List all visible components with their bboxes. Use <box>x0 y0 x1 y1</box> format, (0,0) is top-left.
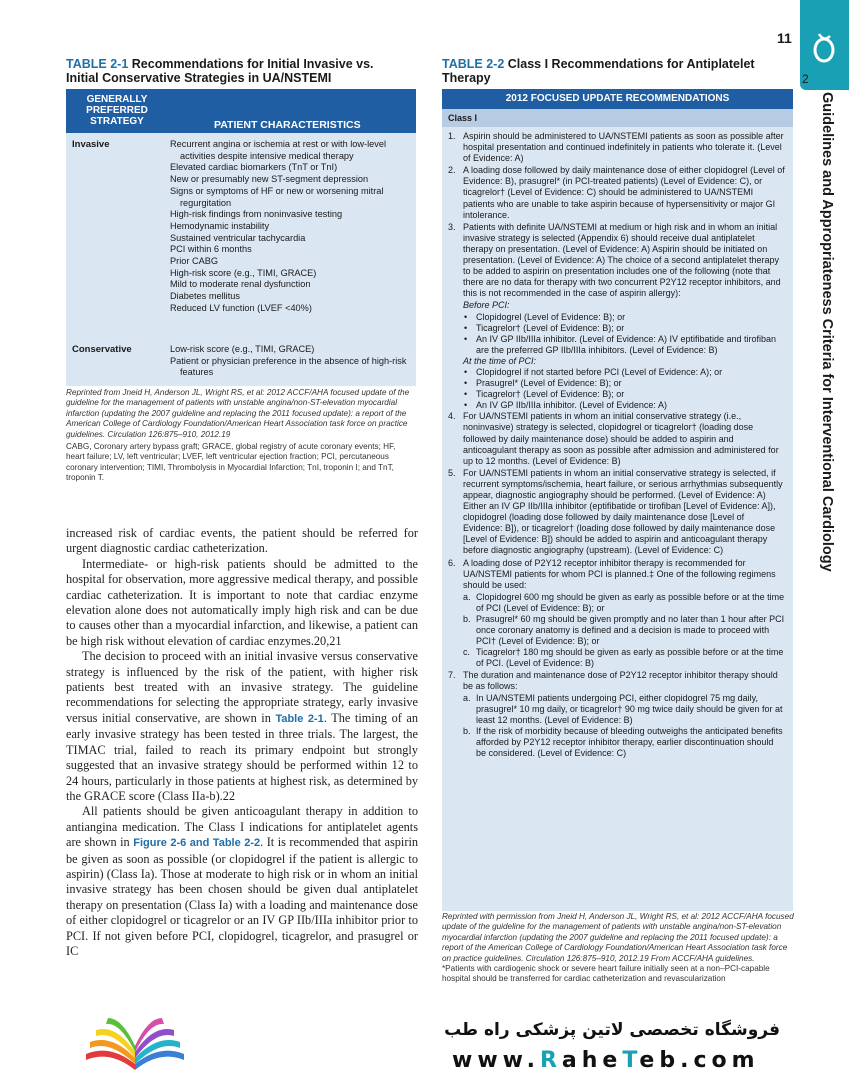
table1-item: New or presumably new ST-segment depression <box>170 174 369 185</box>
running-head: Guidelines and Appropriateness Criteria for Interventional Cardiology <box>819 92 835 572</box>
sub-item: a. In UA/NSTEMI patients undergoing PCI, either clopidogrel 75 mg daily, prasugrel* 10 mg daily, or ticagrelor† 90 mg twice daily should be given for at least 12 months. (Level of Evidence: B) <box>463 692 783 725</box>
sub-item-text: In UA/NSTEMI patients undergoing PCI, either clopidogrel 75 mg daily, prasugrel* 10 mg daily, or ticagrelor† 90 mg twice daily should be given for at least 12 months. (Level of Evidence: B) <box>476 692 783 725</box>
table1 <box>66 89 416 386</box>
sub-item-text: Clopidogrel 600 mg should be given as early as possible before or at the time of PCI (Level of Evidence: B); or <box>476 591 785 613</box>
bullet-text: Clopidogrel if not started before PCI (Level of Evidence: A); or <box>476 366 723 377</box>
bullet-text: Ticagrelor† (Level of Evidence: B); or <box>476 322 625 333</box>
table1-item: Low-risk score (e.g., TIMI, GRACE) <box>170 344 315 354</box>
body-text-run: and <box>186 837 213 850</box>
before-pci-label: Before PCI: <box>463 300 510 311</box>
table1-item: High-risk findings from noninvasive testing <box>170 209 343 220</box>
bullet-item: • Ticagrelor† (Level of Evidence: B); or <box>464 322 625 333</box>
table1-item: Mild to moderate renal dysfunction <box>170 279 311 290</box>
table2-title-line2: Therapy <box>442 71 491 85</box>
recommendation-text: For UA/NSTEMI patients in whom an initial conservative strategy (i.e., noninvasive) strategy is selected, clopidogrel or ticagrelor† (loading dose followed by daily maintenance dose) should be added to aspirin and anticoagulant therapy as soon as possible after admission and administered for up to 12 months. (Level of Evidence: B) <box>463 411 779 466</box>
body-text-run: . It is recommended that aspirin be given as soon as possible (or clopidogrel if the patient is allergic to aspirin) (Class Ia). Those at moderate to high risk or in whom an initial invasive strategy has been chosen should be given dual antiplatelet therapy on presentation (Class Ia) with a loading and maintenance dose of either clopidogrel or ticagrelor or an IV GP IIb/IIIa inhibitor prior to PCI. If not given before PCI, clopidogrel, ticagrelor, and prasugrel or IC <box>66 835 419 958</box>
bullet-item: • Prasugrel* (Level of Evidence: B); or <box>464 378 622 389</box>
table1-title <box>66 57 426 85</box>
book-logo-icon <box>80 1010 190 1076</box>
body-text-run: . The timing of an early invasive strategy has been tested in three trials. The largest, the TIMAC trial, failed to reach its primary endpoint but strongly suggested that an invasive strategy should be performed within 12 to 24 hours, particularly in those patients at highest risk, as determined by the GRACE score (Class IIa-b).22 <box>66 710 419 803</box>
table1-header <box>66 89 416 133</box>
body-text-run: All patients should be given anticoagulant therapy in addition to antiangina medication. The Class I indications for antiplatelet agents are shown in <box>66 804 418 850</box>
recommendation-item: 2. A loading dose followed by daily maintenance dose of either clopidogrel (Level of Evidence: B), prasugrel* (in PCI-treated patients) (Level of Evidence: C), or ticagrelor† (Level of Evidence: C) should be administered to UA/NSTEMI patients who are unable to take aspirin because of hypersensitivity or major GI intolerance. <box>448 165 785 220</box>
bullet-item: • Clopidogrel (Level of Evidence: B); or <box>464 311 626 322</box>
bullet-item: • Clopidogrel if not started before PCI (Level of Evidence: A); or <box>464 366 723 377</box>
bullet-text: Ticagrelor† (Level of Evidence: B); or <box>476 389 625 400</box>
table1-title-line2: Initial Conservative Strategies in UA/NSTEMI <box>66 71 332 85</box>
url-part: www. <box>452 1048 540 1073</box>
table1-abbreviations: CABG, Coronary artery bypass graft; GRACE, global registry of acute coronary events; HF, heart failure; LV, left ventricular; LVEF, left ventricular ejection fraction; PCI, percutaneous coronary intervention; TIMI, Thrombolysis in Myocardial Infarction; TnI, troponin I; and TnT, troponin T. <box>66 442 396 483</box>
table1-item: Prior CABG <box>170 256 218 267</box>
recommendation-item: 4. For UA/NSTEMI patients in whom an initial conservative strategy (i.e., noninvasive) strategy is selected, clopidogrel or ticagrelor† (loading dose followed by daily maintenance dose) should be added to aspirin and anticoagulant therapy as soon as possible after admission and administered for up to 12 months. (Level of Evidence: B) <box>448 411 779 466</box>
bullet-item: • An IV GP IIb/IIIa inhibitor. (Level of Evidence: A) IV eptifibatide and tirofiban are the preferred GP IIb/IIIa inhibitors. (Level of Evidence: B) <box>464 333 777 355</box>
table1-row-items <box>170 139 410 315</box>
bullet-text: Clopidogrel (Level of Evidence: B); or <box>476 311 626 322</box>
recommendation-text: Patients with definite UA/NSTEMI at medium or high risk and in whom an initial invasive strategy is selected (Appendix 6) should receive dual antiplatelet therapy on presentation. (Level of Evidence: A) Aspirin should be initiated on presentation. (Level of Evidence: A) The choice of a second antiplatelet therapy to be added to aspirin on presentation includes one of the following (note that there are no data for therapy with two concurrent P2Y12 receptor inhibitors, and this is not recommended in the case of aspirin allergy): <box>463 221 781 299</box>
footer-banner <box>0 1004 849 1080</box>
table1-item: Diabetes mellitus <box>170 291 240 302</box>
body-text <box>66 526 418 959</box>
sub-item: a. Clopidogrel 600 mg should be given as early as possible before or at the time of PCI (Level of Evidence: B); or <box>463 591 785 613</box>
table2-header: 2012 FOCUSED UPDATE RECOMMENDATIONS <box>442 89 793 109</box>
table1-item: High-risk score (e.g., TIMI, GRACE) <box>170 267 317 278</box>
sub-item: b. If the risk of morbidity because of bleeding outweighs the anticipated benefits afforded by P2Y12 receptor inhibitor therapy, earlier discontinuation should be considered. (Level of Evidence: C) <box>463 725 783 759</box>
table2-class-row: Class I <box>442 109 793 127</box>
url-part: R <box>539 1048 562 1073</box>
url-part: ahe <box>561 1048 623 1073</box>
table1-col1-header: GENERALLY PREFERRED STRATEGY <box>86 94 148 127</box>
sub-item-text: Prasugrel* 60 mg should be given promptly and no later than 1 hour after PCI once coronary anatomy is defined and a decision is made to proceed with PCI† (Level of Evidence: B); or <box>476 614 785 647</box>
table2-source-note <box>442 912 794 985</box>
table2-number: TABLE 2-2 <box>442 57 505 71</box>
chapter-number: 2 <box>802 72 809 86</box>
chapter-logo-icon <box>810 30 838 64</box>
table1-title-line1: Recommendations for Initial Invasive vs. <box>131 57 374 71</box>
recommendation-text: Aspirin should be administered to UA/NSTEMI patients as soon as possible after hospital presentation and continued indefinitely in patients who tolerate it. (Level of Evidence: A) <box>463 131 784 164</box>
store-url[interactable] <box>452 1048 760 1073</box>
store-name: فروشگاه تخصصی لاتین پزشکی راه طب <box>444 1020 780 1040</box>
recommendation-item: 3. Patients with definite UA/NSTEMI at medium or high risk and in whom an initial invasive strategy is selected (Appendix 6) should receive dual antiplatelet therapy on presentation. (Level of Evidence: A) Aspirin should be initiated on presentation. (Level of Evidence: A) The choice of a second antiplatelet therapy to be added to aspirin on presentation includes one of the following (note that there are no data for therapy with two concurrent P2Y12 receptor inhibitors, and this is not recommended in the case of aspirin allergy): <box>448 221 781 299</box>
table1-col2-header: PATIENT CHARACTERISTICS <box>214 119 361 131</box>
table1-item: Patient or physician preference in the absence of high-risk features <box>170 355 407 378</box>
at-time-pci-label: At the time of PCI: <box>463 355 537 366</box>
table2-footnote: *Patients with cardiogenic shock or severe heart failure initially seen at a non–PCI-capable hospital should be transferred for cardiac catheterization and revascularization <box>442 964 770 984</box>
recommendation-item: 1. Aspirin should be administered to UA/NSTEMI patients as soon as possible after hospital presentation and continued indefinitely in patients who tolerate it. (Level of Evidence: A) <box>448 131 784 164</box>
body-paragraph <box>66 804 418 959</box>
table-2-2-link[interactable]: Table 2-2 <box>212 837 261 850</box>
table2-title <box>442 57 802 85</box>
table1-item: Hemodynamic instability <box>170 220 270 231</box>
table1-source: Reprinted from Jneid H, Anderson JL, Wright RS, et al: 2012 ACCF/AHA focused update of the guideline for the management of patients with unstable angina/non-ST-elevation myocardial infarction (updating the 2007 guideline and replacing the 2011 focused update): a report of the American College of Cardiology Foundation/American Heart Association task force on practice guidelines. Circulation 126:875–910, 2012.19 <box>66 388 410 439</box>
body-text-run: The decision to proceed with an initial invasive versus conservative strategy is influenced by the risk of the patient, with higher risk patients best treated with an invasive strategy. The guideline recommendations for selecting the appropriate strategy, early invasive versus initial conservative, are shown in <box>66 649 418 725</box>
recommendation-text: A loading dose of P2Y12 receptor inhibitor therapy is recommended for UA/NSTEMI patients for whom PCI is planned.‡ One of the following regimens should be used: <box>463 557 776 590</box>
bullet-item: • Ticagrelor† (Level of Evidence: B); or <box>464 389 625 400</box>
sub-item-text: If the risk of morbidity because of bleeding outweighs the anticipated benefits afforded by P2Y12 receptor inhibitor therapy, earlier discontinuation should be considered. (Level of Evidence: C) <box>476 725 783 759</box>
page-fade <box>0 992 849 1004</box>
sub-item-text: Ticagrelor† 180 mg should be given as early as possible before or at the time of PCI. (Level of Evidence: B) <box>476 647 784 669</box>
body-paragraph <box>66 649 418 804</box>
table1-number: TABLE 2-1 <box>66 57 129 71</box>
recommendation-item: 6. A loading dose of P2Y12 receptor inhibitor therapy is recommended for UA/NSTEMI patients for whom PCI is planned.‡ One of the following regimens should be used: <box>448 557 776 590</box>
bullet-text: An IV GP IIb/IIIa inhibitor. (Level of Evidence: A) IV eptifibatide and tirofiban are the preferred GP IIb/IIIa inhibitors. (Level of Evidence: B) <box>476 333 777 355</box>
page-number: 11 <box>777 30 792 46</box>
table1-row-label: Conservative <box>72 344 132 355</box>
table1-item: Signs or symptoms of HF or new or worsening mitral regurgitation <box>170 185 384 208</box>
figure-2-6-link[interactable]: Figure 2-6 <box>133 837 187 850</box>
recommendation-item: 5. For UA/NSTEMI patients in whom an initial conservative strategy is selected, if recurrent symptoms/ischemia, heart failure, or serious arrhythmias subsequently appear, diagnostic angiography should be performed. (Level of Evidence: A) Either an IV GP IIb/IIIa inhibitor (eptifibatide or tirofiban [Level of Evidence: A]), clopidogrel (loading dose followed by daily maintenance dose [Level of Evidence: B]), or ticagrelor† (loading dose followed by daily maintenance dose [Level of Evidence: B]) should be added to aspirin and anticoagulant therapy before diagnostic angiography (upstream). (Level of Evidence: C) <box>448 467 783 556</box>
sub-item: b. Prasugrel* 60 mg should be given promptly and no later than 1 hour after PCI once coronary anatomy is defined and a decision is made to proceed with PCI† (Level of Evidence: B); or <box>463 614 785 647</box>
table1-item: Sustained ventricular tachycardia <box>170 232 306 243</box>
table1-row-label: Invasive <box>72 139 110 150</box>
recommendation-text: A loading dose followed by daily maintenance dose of either clopidogrel (Level of Evidence: B), prasugrel* (in PCI-treated patients) (Level of Evidence: C), or ticagrelor† (Level of Evidence: C) should be administered to UA/NSTEMI patients who are unable to take aspirin because of hypersensitivity or major GI intolerance. <box>463 165 785 220</box>
recommendation-item: 7. The duration and maintenance dose of P2Y12 receptor inhibitor therapy should be as follows: <box>448 669 778 691</box>
table2 <box>442 89 793 911</box>
bullet-text: An IV GP IIb/IIIa inhibitor. (Level of Evidence: A) <box>476 400 667 411</box>
table2-body <box>442 127 793 759</box>
table1-item: PCI within 6 months <box>170 244 252 255</box>
table2-source: Reprinted with permission from Jneid H, Anderson JL, Wright RS, et al: 2012 ACCF/AHA focused update of the guideline for the management of patients with unstable angina/non-ST-elevation myocardial infarction (updating the 2007 guideline and replacing the 2011 focused update): a report of the American College of Cardiology Foundation/American Heart Association task force on practice guidelines. Circulation 126:875–910, 2012.19 From ACCF/AHA guidelines. <box>442 912 794 963</box>
table2-title-line1: Class I Recommendations for Antiplatelet <box>507 57 755 71</box>
recommendation-text: For UA/NSTEMI patients in whom an initial conservative strategy is selected, if recurrent symptoms/ischemia, heart failure, or serious arrhythmias subsequently appear, diagnostic angiography should be performed. (Level of Evidence: A) Either an IV GP IIb/IIIa inhibitor (eptifibatide or tirofiban [Level of Evidence: A]), clopidogrel (loading dose followed by daily maintenance dose [Level of Evidence: B]), or ticagrelor† (loading dose followed by daily maintenance dose [Level of Evidence: B]) should be added to aspirin and anticoagulant therapy before diagnostic angiography (upstream). (Level of Evidence: C) <box>463 467 783 556</box>
url-part: eb.com <box>639 1048 760 1073</box>
table1-item: Reduced LV function (LVEF <40%) <box>170 302 312 313</box>
table1-source-note <box>66 388 416 484</box>
bullet-text: Prasugrel* (Level of Evidence: B); or <box>476 378 622 389</box>
url-part: T <box>622 1048 640 1073</box>
table1-row-items <box>170 344 410 379</box>
table1-item: Elevated cardiac biomarkers (TnT or TnI) <box>170 162 338 173</box>
table-2-1-link[interactable]: Table 2-1 <box>275 712 324 725</box>
recommendation-text: The duration and maintenance dose of P2Y12 receptor inhibitor therapy should be as follows: <box>463 669 778 691</box>
body-paragraph: Intermediate- or high-risk patients should be admitted to the hospital for observation, more aggressive medical therapy, and possible cardiac catheterization. It is important to note that cardiac enzyme elevation alone does not automatically imply high risk and can be due to causes other than a myocardial infarction, and likewise, a patient can be high risk without elevation of cardiac enzymes.20,21 <box>66 556 418 648</box>
bullet-item: • An IV GP IIb/IIIa inhibitor. (Level of Evidence: A) <box>464 400 667 411</box>
table1-item: Recurrent angina or ischemia at rest or with low-level activities despite intensive medical therapy <box>170 139 386 161</box>
sub-item: c. Ticagrelor† 180 mg should be given as early as possible before or at the time of PCI. (Level of Evidence: B) <box>463 647 784 669</box>
body-paragraph: increased risk of cardiac events, the patient should be referred for urgent diagnostic cardiac catheterization. <box>66 526 418 556</box>
